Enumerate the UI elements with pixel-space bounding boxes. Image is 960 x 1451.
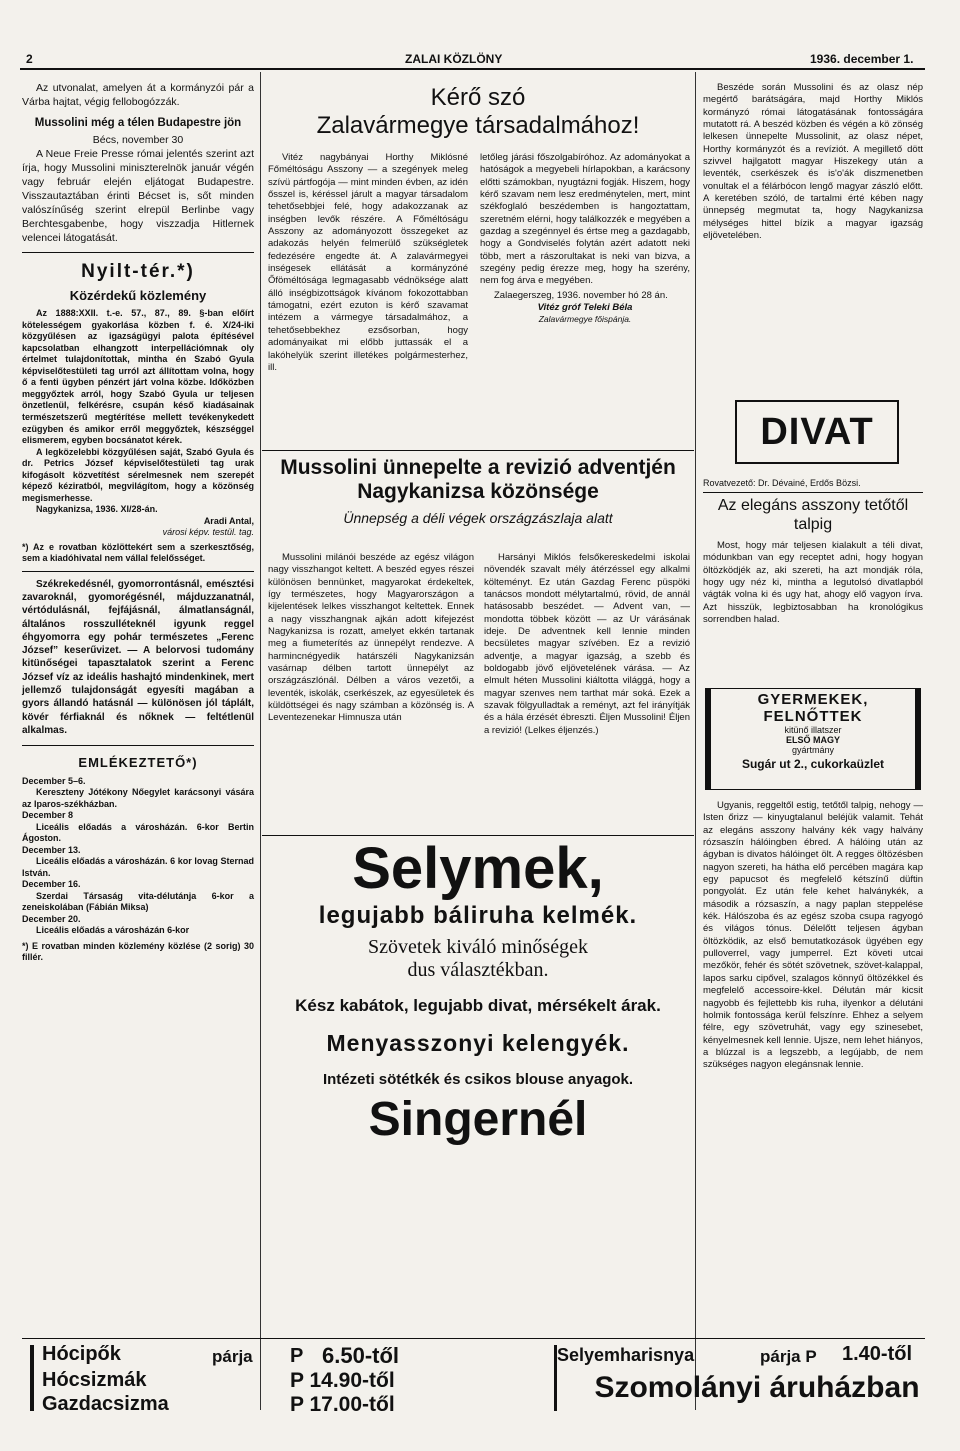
event-date: December 16.: [22, 879, 81, 890]
mussolini-body: A Neue Freie Presse római jelentés szerint azt írja, hogy Mussolini miniszterelnök január végén vagy február elején eljátogat Budapestre. Visszautaztában érinti Bécset is, sőt minden valószínűség szerint elrepül Berlinbe vagy Berchtesgabenbe, hogy viszzadja Hitlernek velencei látogatását.: [22, 148, 254, 244]
unnepseg-heading: [262, 456, 694, 526]
unnepseg-text-c: Mussolini milánói beszéde az egész világon nagy visszhangot keltett. A beszéd egyes részei különösen bennünket, magyarokat érdekeltek, így természetes, hogy Magyarországon a kijelentések lelkes visszhangot keltettek. Ennek a nagy visszhangnak ajkán adott kifejezést Nagykanizsa is rozatt, amelyet ekkén tartanak meg a fiumeterítés az ünnepélyt rendezve. A harmincnégyedik határszéli Nagykanizsán vasárnap délben tartott ünnepélyt az országzászlónál. Délben a város vezetői, a leventék, iskolák, cserkészek, az egyesületek és küldöttségei és nagy számban a közönség is. A Leventezenekar Himnusza után: [268, 552, 474, 724]
kero-szo-text-b: letőleg járási főszolgabíróhoz. Az adományokat a hatóságok a megyebeli hírlapokban, a karácsony előtti számokban, nyugtázni fogják. Hiszem, hogy kérő szavam nem lesz eredménytelen, mert, mint székfoglaló beszédemben is hangoztattam, szeretném elérni, hogy találkozzék e megyében a gazdag a szegénnyel és értse meg a gazdagabb, hogy a Gondviselés folytán azért adatott neki több, mert a rászorultakat is neki van bizva, a szegény pedig érezze meg, hogy ha szerény, nem fog árva e megyében.: [480, 152, 690, 287]
kero-szo-title: Kérő szó: [430, 84, 526, 111]
rovat-vezeto: Rovatvezető: Dr. Dévainé, Erdős Bözsi.: [703, 478, 861, 488]
unnepseg-title: Mussolini ünnepelte a revizió adventjén: [280, 456, 676, 479]
gy-line-5: gyártmány: [791, 745, 835, 755]
kero-szo-col-a: [268, 152, 468, 374]
intro-text: Az utvonalat, amelyen át a kormányzói pár a Várba hajtat, végig fellobogózzák.: [22, 82, 254, 108]
singer-name: Singernél: [368, 1093, 588, 1146]
divat-logo: DIVAT: [735, 400, 899, 464]
right-text-a: Beszéde során Mussolini és az olasz nép megértő barátságára, majd Horthy Miklós kormányzó római látogatásának fontosságára mutatott rá. A beszéd közben és végén a kö zönség lelkesen ünnepelte Mussolinit, az olasz népet, Horthy kormányzót és a revíziót. A megillető dött szivvel hajlgatott magyar Hiszekegy után a leventék, cserkészek és is'o'ák diszmenetben vonultak el a félárbócon lengő magyar zászló előtt. A keretében szóló, de tartalmi érté kében nagy ünnepség megmutat ta, hogy Nagykanizsa mélységes hittel bízik a magyar igazság eljövetelében.: [703, 82, 923, 242]
gy-line-3: kitünő illatszer: [784, 725, 842, 735]
right-column-top: [703, 82, 923, 242]
kero-szo-col-b: [480, 152, 690, 326]
right-text-b-wrap: [703, 540, 923, 626]
event-text: Kereszteny Jótékony Nőegylet karácsonyi vására az Iparos-székházban.: [22, 787, 254, 809]
selyemharisnya-unit: párja P: [760, 1347, 817, 1366]
left-column: [22, 82, 254, 964]
paper-title: ZALAI KÖZLÖNY: [405, 52, 503, 66]
gy-line-6: Sugár ut 2., cukorkaüzlet: [741, 757, 885, 771]
selyemharisnya-price: 1.40-től: [842, 1343, 913, 1365]
ad-line-6: Intézeti sötétkék és csikos blouse anyagok.: [322, 1071, 634, 1088]
event-text: Liceális előadás a városházán. 6 kor lovag Sternad István.: [22, 856, 254, 878]
gyermekek-advert: [705, 688, 921, 790]
unnepseg-subtitle: Ünnepség a déli végek országzászlaja alatt: [343, 510, 613, 527]
gazdacsizma-label: Gazdacsizma: [42, 1393, 169, 1415]
ad-line-5: Menyasszonyi kelengyék.: [326, 1030, 630, 1056]
dateline: Bécs, november 30: [92, 134, 184, 147]
event-text: Liceális előadás a városházán. 6-kor Bertin Ágoston.: [22, 821, 254, 844]
right-text-c-wrap: [703, 800, 923, 1072]
hocipok-unit: párja: [212, 1347, 253, 1366]
kero-szo-text-a: Vitéz nagybányai Horthy Miklósné Főméltóságu Asszony — a szegények meleg szívü pártfogója — mint minden évben, az idén ősszel is, kéréssel járult a magyar társadalom tehetősebbjei felé, hogy adakozzanak az inségben levők részére. A Főméltóságu Asszony az adományozott összegeket az adakozás helyén felmerülő szükségletek fedezésére engedte át. A zalavármegyei inségesek ellátását a kormányzóné Őföméltósága legmagasabb védnöksége alatt álló inségbizottságok kívánom fokozottabban támogatni, ezért ezuton is kérő szavamat intézem a vármegye társadalmához, a tehetősebbekhez ezsősorban, hogy adományaikat mi előbb juttassák el a lakóhelyük szerint illetékes polgármesterhez, ill.: [268, 152, 468, 373]
kero-szo-role: Zalavármegye főispánja.: [538, 314, 632, 325]
kero-szo-subtitle: Zalavármegye társadalmához!: [316, 112, 640, 139]
ad-line-2: Szövetek kiváló minőségek: [368, 936, 588, 958]
gy-line-4: ELSŐ MAGY: [785, 735, 840, 745]
szomolanyi-store: Szomolányi áruházban: [594, 1371, 920, 1404]
page-header: [20, 52, 925, 70]
hocsizmak-label: Hócsizmák: [42, 1369, 147, 1391]
gy-line-2: FELNŐTTEK: [763, 708, 863, 725]
right-text-b: Most, hogy már teljesen kialakult a téli divat, módunkban van egy receptet adni, hogy hogyan öltözködjék az, aki szereti, ha azt mondják róla, hogy ugy néz ki, mintha a legutolsó divatlapból vágták volna ki és ugy hat, ahogy elő vagyon írva. Azt hisszük, legbiztosabban ha kronológikus sorrendben halad.: [703, 540, 923, 626]
ad-line-3: dus választékban.: [407, 959, 549, 981]
gazdacsizma-price: P 17.00-től: [290, 1393, 395, 1416]
emlek-note: *) E rovatban minden közlemény közlése (2 sorig) 30 fillér.: [22, 940, 254, 963]
unnepseg-title-2: Nagykanizsa közönsége: [357, 480, 599, 504]
selymek-heading: Selymek,: [352, 836, 604, 901]
signed-name: Aradi Antal,: [203, 515, 254, 526]
singer-advert: [262, 836, 694, 1146]
unnepseg-col-c: [268, 552, 474, 725]
event-date: December 5–6.: [22, 775, 86, 786]
kozerdeku-text-2: A legközelebbi közgyűlésen saját, Szabó Gyula és dr. Petrics József képviselőtestületi tag urak kifogásolt közvetítést sérelmesnek nem szerepét képező kéziratból, megvilágítom, hogy a közönség megismerhesse.: [22, 446, 254, 503]
kero-szo-signature: Vitéz gróf Teleki Béla: [537, 302, 633, 314]
elegans-title: Az elegáns asszony tetőtől talpig: [717, 497, 909, 534]
ad-line-1: legujabb báliruha kelmék.: [318, 902, 638, 929]
ferenc-jozsef-ad: Székrekedésnél, gyomorrontásnál, emésztési zavaroknál, gyomorégésnél, májduzzanatnál, vértódulásnál, fejfájásnál, álmatlanságnál, általános rosszulléteknél igyunk reggel éhgyomorra egy pohár természetes „Ferenc József” keserűvizet. — A belorvosi tudomány kitünőségei tapasztalatok szerint a Ferenc József víz az ideális hashajtó mindenkinek, mert jellemző tulajdonságát egyesíti magában a gyors állandó hatásnál — különösen jól táplált, kövér férfiaknál és nőknek — feltétlenül alkalmas.: [22, 578, 254, 736]
unnepseg-col-d: [484, 552, 690, 737]
ad-line-4: Kész kabátok, legujabb divat, mérsékelt árak.: [295, 996, 661, 1015]
kero-szo-place: Zalaegerszeg, 1936. november hó 28 án.: [494, 289, 668, 301]
event-text: Szerdai Társaság vita-délutánja 6-kor a zeneiskolában (Fábián Miksa): [22, 890, 254, 913]
kozerdeku-title: Közérdekű közlemény: [69, 288, 207, 304]
signed-place: Nagykanizsa, 1936. XI/28-án.: [36, 504, 158, 515]
nyilt-footnote: *) Az e rovatban közlöttekért sem a szerkesztőség, sem a kiadóhivatal nem vállal felelősséget.: [22, 541, 254, 564]
mussolini-headline: Mussolini még a télen Budapestre jön: [34, 116, 242, 129]
kero-szo-heading: [266, 84, 690, 140]
selyemharisnya-label: Selyemharisnya: [557, 1345, 695, 1365]
gy-line-1: GYERMEKEK,: [757, 691, 869, 708]
unnepseg-text-d: Harsányi Miklós felsőkereskedelmi iskolai növendék szavalt mély átérzéssel egy alkalmi költeményt. Ez után Gazdag Ferenc püspöki tanácsos mondott mélytartalmú, rövid, de annál hatásosabb beszédet. — Advent van, — mondotta többek között — az Ur várásának ideje. De adventnek kell lennie minden becsületes magyar szívében. Ez a revizió adventje, a magyar igazság, a szebb és boldogabb jövő eljövetelének várása. — Az elmult héten Mussolini kiáltotta világgá, hogy a magyar szenves nem tarthat már soká. Ezek a szavak fölgyulladtak a reményt, azt fel irányítják és a hála érzését ébreszti. Éljen Mussolini! Éljen a revizió! (Lelkes éljenzés.): [484, 552, 690, 736]
kozerdeku-text: Az 1888:XXII. t.-e. 57., 87., 89. §-ban előírt kötelességem gyakorlása közben f. é. X/24-iki közgyűlésen az igazságügyi palota építésével kapcsolatban elhangzott interpellációmnak oly értelmet tulajdonítottak, mintha én Szabó Gyula képviselőtestületi tag urról azt állítottam volna, hogy ő a fenti ügyben pénzért járt volna közbe. Időközben meggyőztek arról, hogy Szabó Gyula ur teljesen önzetlenül, felkérésre, csupán késő kiadásainak természetszerű megtérítése mellett tevékenykedett ezügyben és amikor erről meggyőztek, készséggel elismerem, egyben bocsánatot kérek.: [22, 308, 254, 446]
header-date: 1936. december 1.: [810, 52, 914, 66]
hocipok-price: 6.50-től: [322, 1343, 400, 1368]
hocipok-p: P: [290, 1345, 304, 1367]
hocsizmak-price: P 14.90-től: [290, 1369, 395, 1392]
event-date: December 20.: [22, 913, 81, 924]
emlekezteto-title: EMLÉKEZTETŐ*): [78, 755, 198, 771]
nyilt-ter-title: Nyilt-tér.*): [81, 260, 195, 282]
event-list: [22, 776, 254, 937]
bottom-advert: [22, 1338, 925, 1417]
event-text: Liceális előadás a városházán 6-kor: [36, 925, 190, 936]
right-text-c: Ugyanis, reggeltől estig, tetőtől talpig, nehogy — Isten őrizz — kinyugtalanul beléjük valamit. Tehát az elegáns asszony halvány kék vagy halvány rózsaszín hálóingben ébred. A hálóing után az ágyban is divatos hálóinget ölt. A regges öltözésben nagyon szereti, ha hátha elő percében magára kap egy papucsot és megfelelő kétszínű düftin pongyolát. Ez után fele kehet halványkék, a második a rózsaszín, a nagy paplan steppelése kék. Hálószoba és az egész szoba csupa ragyogó és világos tónus. Délelőtt teljesen ágyban öltözködik, az első bemutatkozások ügyében egy pulloverrel, vagy jumperrel. Ezt követi utcai mezőkör, fehér és sötét szövetnek, szövet-kalappal, lapos sarku cipővel, szalagos könnyű öltözékkel és megfelelő accessoire-kkel. Délután már kicsit nagyobb és fejlettebb kis ruha, ilyenkor a délutáni holmik fontossága kerül felszínre. Ehhez a selyem félre, egy szövetruhát, vagy egy szinesebet, kényelmesnek kell lennie. Ujsze, nem lehet hiányos, a blúzzal is a legszebb, a legújabb, de nem szükséges nagyon elegánsnak lennie.: [703, 800, 923, 1071]
signed-title: városi képv. testül. tag.: [162, 527, 254, 538]
event-date: December 8: [22, 810, 74, 821]
hocipok-label: Hócipők: [42, 1343, 121, 1365]
event-date: December 13.: [22, 844, 81, 855]
page-number: 2: [26, 52, 33, 66]
